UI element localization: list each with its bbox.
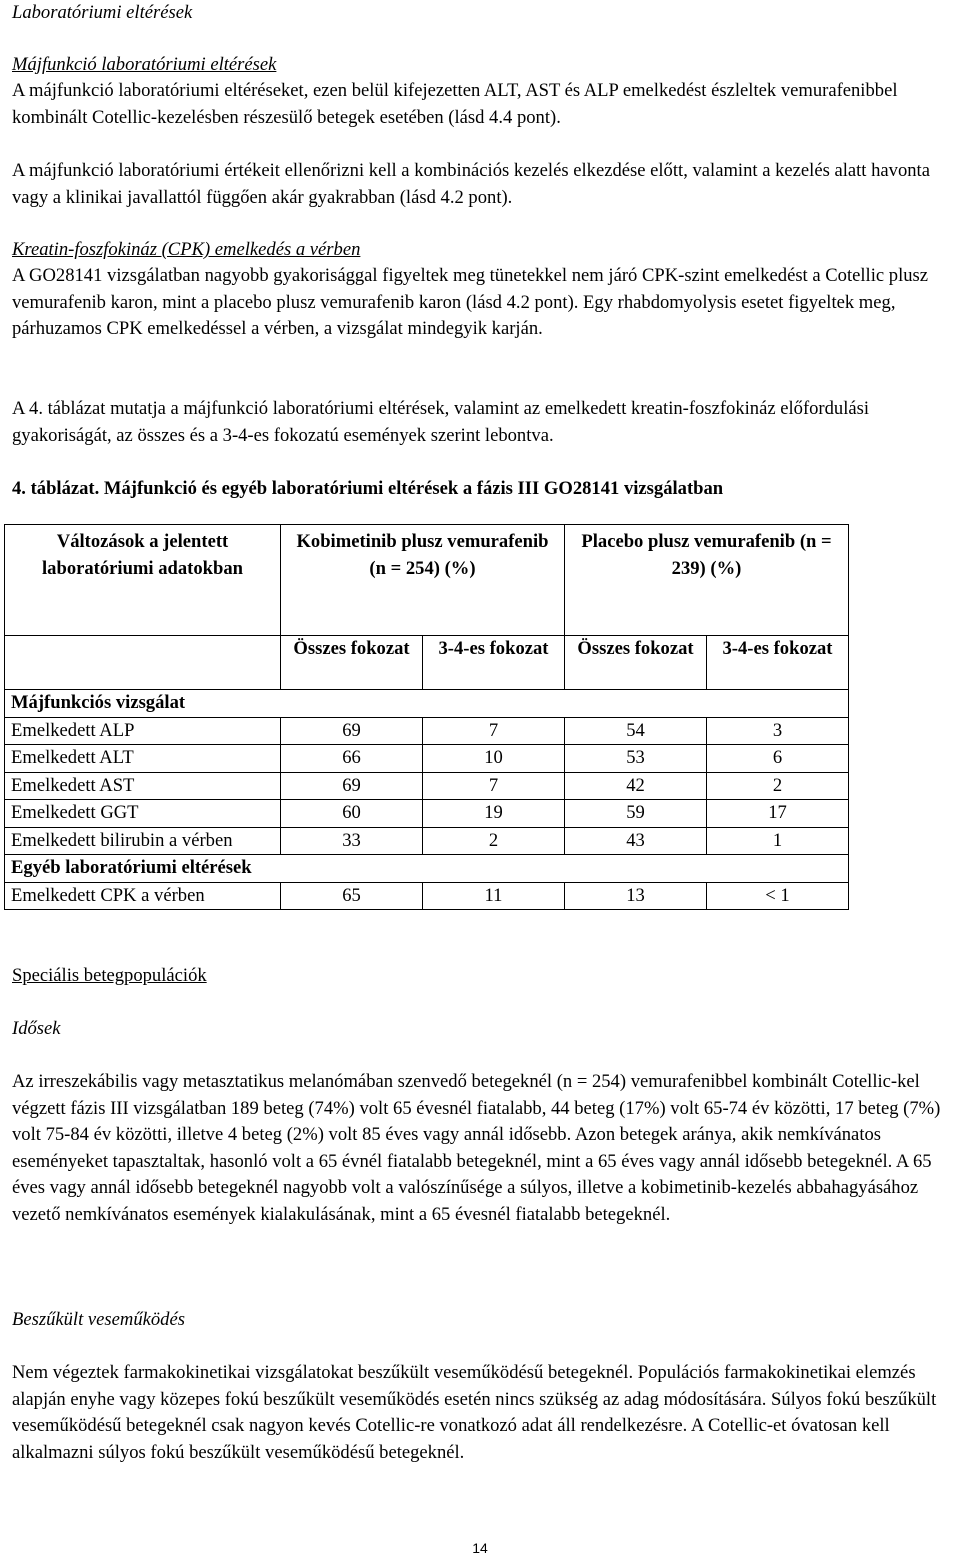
value-arm2-grade34: 3 bbox=[707, 717, 849, 745]
paragraph-cpk: A GO28141 vizsgálatban nagyobb gyakorisággal figyeltek meg tünetekkel nem járó CPK-szint emelkedést a Cotellic plusz vemurafenib karon, mint a placebo plusz vemurafenib karon (lásd 4.2 pont). Egy rhabdomyolysis esetet figyeltek meg, párhuzamos CPK emelkedéssel a vérben, a vizsgálat mindegyik karján. bbox=[12, 265, 929, 339]
subheader-all-grades: Összes fokozat bbox=[281, 636, 423, 690]
value-arm1-grade34: 7 bbox=[423, 772, 565, 800]
section-heading-lab: Laboratóriumi eltérések bbox=[12, 2, 193, 23]
section-other-lab: Egyéb laboratóriumi eltérések bbox=[5, 855, 849, 883]
paragraph-liver-1: A májfunkció laboratóriumi eltéréseket, ezen belül kifejezetten ALT, AST és ALP emelkedést észleltek vemurafenibbel kombinált Cotellic-kezelésben részesülő betegek esetében (lásd 4.4 pont). bbox=[12, 80, 898, 128]
row-label: Emelkedett bilirubin a vérben bbox=[5, 827, 281, 855]
row-label: Emelkedett AST bbox=[5, 772, 281, 800]
row-label: Emelkedett GGT bbox=[5, 800, 281, 828]
table-row bbox=[5, 717, 849, 745]
value-arm2-grade34: 1 bbox=[707, 827, 849, 855]
table-subheader-row bbox=[5, 636, 849, 690]
table-caption: 4. táblázat. Májfunkció és egyéb laboratóriumi eltérések a fázis III GO28141 vizsgálatban bbox=[12, 478, 724, 499]
row-label: Emelkedett CPK a vérben bbox=[5, 882, 281, 910]
value-arm2-all: 53 bbox=[565, 745, 707, 773]
subheader-grade-3-4: 3-4-es fokozat bbox=[423, 636, 565, 690]
subheading-special-populations: Speciális betegpopulációk bbox=[12, 965, 207, 986]
subheading-liver: Májfunkció laboratóriumi eltérések bbox=[12, 54, 277, 75]
section-row bbox=[5, 690, 849, 718]
page-number: 14 bbox=[472, 1540, 488, 1556]
value-arm1-all: 69 bbox=[281, 772, 423, 800]
value-arm2-grade34: 2 bbox=[707, 772, 849, 800]
row-label: Emelkedett ALT bbox=[5, 745, 281, 773]
value-arm2-grade34: < 1 bbox=[707, 882, 849, 910]
value-arm1-all: 66 bbox=[281, 745, 423, 773]
paragraph-elderly: Az irreszekábilis vagy metasztatikus melanómában szenvedő betegeknél (n = 254) vemurafenibbel kombinált Cotellic-kel végzett fázis III vizsgálatban 189 beteg (74%) volt 65 évesnél fiatalabb, 44 beteg (17%) volt 65-74 év közötti, 17 beteg (7%) volt 75-84 év közötti, illetve 4 beteg (2%) volt 85 éves vagy annál idősebb. Azon betegek aránya, akik nemkívánatos eseményeket tapasztaltak, hasonló volt a 65 évnél fiatalabb betegeknél, mint a 65 éves vagy annál idősebb betegeknél. A 65 éves vagy annál idősebb betegeknél nagyobb volt a valószínűsége a súlyos, illetve a kobimetinib-kezelés abbahagyásához vezető nemkívánatos események kialakulásának, mint a 65 évesnél fiatalabb betegeknél. bbox=[12, 1071, 941, 1225]
value-arm2-all: 43 bbox=[565, 827, 707, 855]
value-arm1-grade34: 11 bbox=[423, 882, 565, 910]
table-row bbox=[5, 827, 849, 855]
row-label: Emelkedett ALP bbox=[5, 717, 281, 745]
paragraph-renal: Nem végeztek farmakokinetikai vizsgálatokat beszűkült veseműködésű betegeknél. Populációs farmakokinetikai elemzés alapján enyhe vagy közepes fokú beszűkült veseműködés esetén nincs szükség az adag módosítására. Súlyos fokú beszűkült veseműködésű betegeknél csak nagyon kevés Cotellic-re vonatkozó adat áll rendelkezésre. A Cotellic-et óvatosan kell alkalmazni súlyos fokú beszűkült veseműködésű betegeknél. bbox=[12, 1362, 937, 1463]
lab-abnormalities-table bbox=[4, 524, 849, 910]
table-header-row bbox=[5, 525, 849, 636]
paragraph-liver-2: A májfunkció laboratóriumi értékeit ellenőrizni kell a kombinációs kezelés elkezdése előtt, valamint a kezelés alatt havonta vagy a klinikai javallattól függően akár gyakrabban (lásd 4.2 pont). bbox=[12, 160, 930, 208]
value-arm2-all: 59 bbox=[565, 800, 707, 828]
subheader-grade-3-4: 3-4-es fokozat bbox=[707, 636, 849, 690]
value-arm1-all: 65 bbox=[281, 882, 423, 910]
value-arm2-all: 13 bbox=[565, 882, 707, 910]
value-arm2-grade34: 6 bbox=[707, 745, 849, 773]
table-row bbox=[5, 772, 849, 800]
table-row bbox=[5, 745, 849, 773]
empty-cell bbox=[5, 636, 281, 690]
value-arm2-all: 54 bbox=[565, 717, 707, 745]
value-arm1-all: 60 bbox=[281, 800, 423, 828]
table-row bbox=[5, 800, 849, 828]
table-row bbox=[5, 882, 849, 910]
value-arm2-all: 42 bbox=[565, 772, 707, 800]
value-arm1-grade34: 2 bbox=[423, 827, 565, 855]
paragraph-table-intro: A 4. táblázat mutatja a májfunkció laboratóriumi eltérések, valamint az emelkedett kreatin-foszfokináz előfordulási gyakoriságát, az összes és a 3-4-es fokozatú események szerint lebontva. bbox=[12, 398, 870, 446]
value-arm1-grade34: 10 bbox=[423, 745, 565, 773]
value-arm2-grade34: 17 bbox=[707, 800, 849, 828]
section-row bbox=[5, 855, 849, 883]
col-header-arm1: Kobimetinib plusz vemurafenib (n = 254) (%) bbox=[281, 525, 565, 636]
subheader-all-grades: Összes fokozat bbox=[565, 636, 707, 690]
subheading-renal: Beszűkült veseműködés bbox=[12, 1309, 185, 1330]
col-header-changes: Változások a jelentett laboratóriumi adatokban bbox=[5, 525, 281, 636]
subheading-cpk: Kreatin-foszfokináz (CPK) emelkedés a vérben bbox=[12, 239, 361, 260]
value-arm1-all: 33 bbox=[281, 827, 423, 855]
section-liver-tests: Májfunkciós vizsgálat bbox=[5, 690, 849, 718]
value-arm1-grade34: 19 bbox=[423, 800, 565, 828]
subheading-elderly: Idősek bbox=[12, 1018, 61, 1039]
value-arm1-grade34: 7 bbox=[423, 717, 565, 745]
col-header-arm2: Placebo plusz vemurafenib (n = 239) (%) bbox=[565, 525, 849, 636]
value-arm1-all: 69 bbox=[281, 717, 423, 745]
